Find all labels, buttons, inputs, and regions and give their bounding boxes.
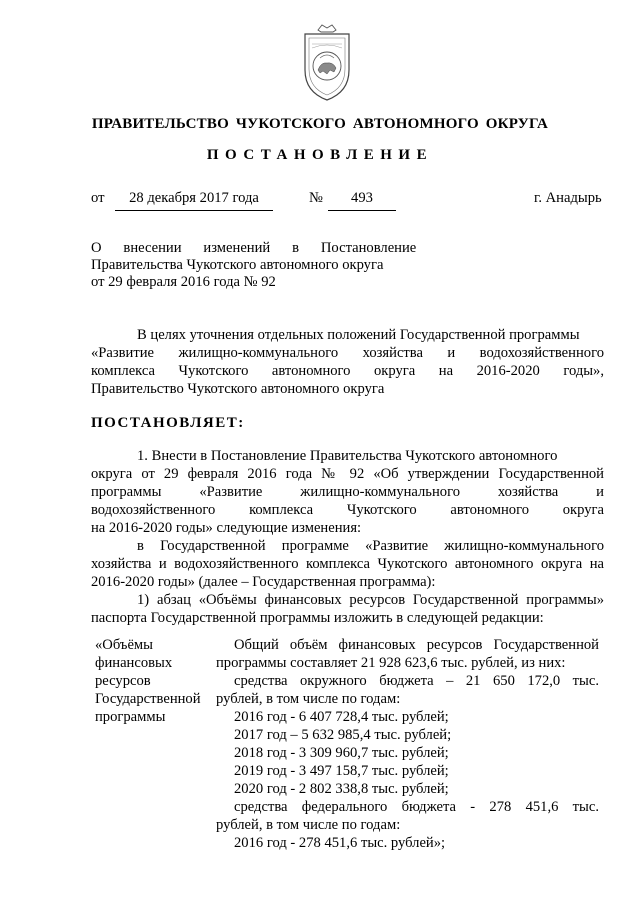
government-title: ПРАВИТЕЛЬСТВО ЧУКОТСКОГО АВТОНОМНОГО ОКРУГА <box>91 116 549 132</box>
preamble-line: В целях уточнения отдельных положений Государственной программы <box>137 327 580 343</box>
abzac-line: 1) абзац «Объёмы финансовых ресурсов Государственной программы» <box>137 592 604 608</box>
item-1 <box>91 448 604 538</box>
number-label: № <box>309 190 323 206</box>
abzac-paragraph <box>91 592 604 628</box>
table-content-line: рублей, в том числе по годам: <box>216 691 401 707</box>
table-label-line: финансовых <box>95 655 173 671</box>
table-label-line: «Объёмы <box>95 637 153 653</box>
finance-table-label <box>95 637 215 727</box>
decree-heading: ПОСТАНОВЛЯЕТ: <box>91 415 245 431</box>
table-content-line: средства окружного бюджета – 21 650 172,0 тыс. <box>234 673 599 689</box>
state-program-paragraph <box>91 538 604 592</box>
table-content-line: 2018 год - 3 309 960,7 тыс. рублей; <box>234 745 449 761</box>
table-content-line: 2020 год - 2 802 338,8 тыс. рублей; <box>234 781 449 797</box>
table-content-line: рублей, в том числе по годам: <box>216 817 401 833</box>
item-1-line: программы «Развитие жилищно-коммунального хозяйства и <box>91 484 604 500</box>
from-label: от <box>91 190 105 206</box>
table-label-line: ресурсов <box>95 673 151 689</box>
item-1-line: водохозяйственного комплекса Чукотского автономного округа <box>91 502 604 518</box>
item-1-line: округа от 29 февраля 2016 года № 92 «Об утверждении Государственной <box>91 466 604 482</box>
preamble-line: комплекса Чукотского автономного округа на 2016-2020 годы», <box>91 363 604 379</box>
item-1-line: на 2016-2020 годы» следующие изменения: <box>91 520 362 536</box>
preamble <box>91 327 604 399</box>
table-content-line: 2016 год - 278 451,6 тыс. рублей»; <box>234 835 446 851</box>
document-type-title: ПОСТАНОВЛЕНИЕ <box>206 147 434 163</box>
table-content-line: Общий объём финансовых ресурсов Государственной <box>234 637 599 653</box>
document-subject <box>91 240 417 291</box>
finance-table-content <box>216 637 599 853</box>
table-content-line: 2017 год – 5 632 985,4 тыс. рублей; <box>234 727 452 743</box>
coat-of-arms-emblem <box>298 22 356 104</box>
state-program-line: хозяйства и водохозяйственного комплекса Чукотского автономного округа на <box>91 556 604 572</box>
subject-line: Правительства Чукотского автономного округа <box>91 257 384 273</box>
table-content-line: 2016 год - 6 407 728,4 тыс. рублей; <box>234 709 449 725</box>
subject-line: О внесении изменений в Постановление <box>91 240 417 256</box>
table-content-line: средства федерального бюджета - 278 451,6 тыс. <box>234 799 599 815</box>
abzac-line: паспорта Государственной программы изложить в следующей редакции: <box>91 610 544 626</box>
document-date: 28 декабря 2017 года <box>115 190 273 211</box>
table-label-line: программы <box>95 709 166 725</box>
state-program-line: в Государственной программе «Развитие жилищно-коммунального <box>137 538 604 554</box>
table-label-line: Государственной <box>95 691 201 707</box>
table-content-line: 2019 год - 3 497 158,7 тыс. рублей; <box>234 763 449 779</box>
city-name: г. Анадырь <box>534 190 602 206</box>
item-1-line: 1. Внести в Постановление Правительства Чукотского автономного <box>137 448 558 464</box>
table-content-line: программы составляет 21 928 623,6 тыс. рублей, из них: <box>216 655 566 671</box>
preamble-line: Правительство Чукотского автономного округа <box>91 381 385 397</box>
preamble-line: «Развитие жилищно-коммунального хозяйства и водохозяйственного <box>91 345 604 361</box>
state-program-line: 2016-2020 годы» (далее – Государственная программа): <box>91 574 436 590</box>
subject-line: от 29 февраля 2016 года № 92 <box>91 274 276 290</box>
document-number: 493 <box>328 190 396 211</box>
